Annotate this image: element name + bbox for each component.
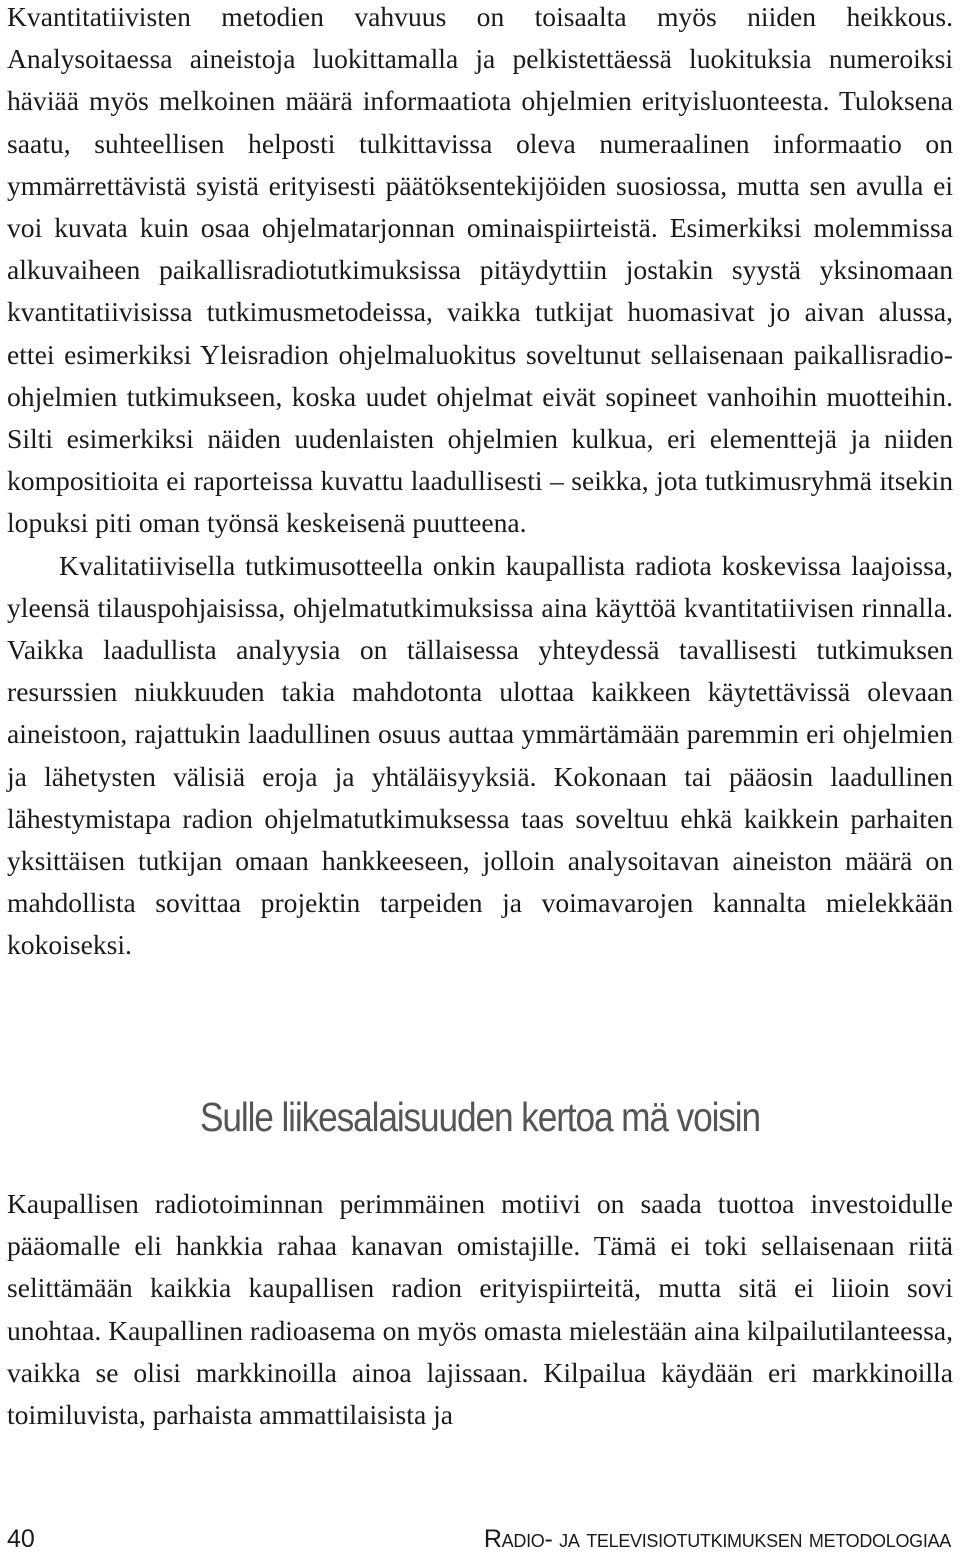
page-number: 40 (7, 1525, 35, 1553)
running-title: Radio- ja televisiotutkimuksen metodologiaa (483, 1525, 951, 1553)
paragraph-commercial-radio: Kaupallisen radiotoiminnan perimmäinen motiivi on saada tuottoa investoidulle pääomalle eli hankkia rahaa kanavan omistajille. Tämä ei toki sellaisenaan riitä selittämään kaikkia kaupallisen radion erityispiirteitä, mutta sitä ei liioin sovi unohtaa. Kaupallinen radioasema on myös omasta mielestään aina kilpailutilanteessa, vaikka se olisi markkinoilla ainoa lajissaan. Kilpailua käydään eri markkinoilla toimiluvista, parhaista ammattilaisista ja (7, 1188, 953, 1431)
paragraph-qualitative-approach: Kvalitatiivisella tutkimusotteella onkin kaupallista radiota koskevissa laajoissa, yleensä tilauspohjaisissa, ohjelmatutkimuksissa aina käyttöä kvantitatiivisen rinnalla. Vaikka laadullista analyysia on tällaisessa yhteydessä tavallisesti tutkimuksen resurssien niukkuuden takia mahdotonta ulottaa kaikkeen käytettävissä olevaan aineistoon, rajattukin laadullinen osuus auttaa ymmärtämään paremmin eri ohjelmien ja lähetysten välisiä eroja ja yhtäläisyyksiä. Kokonaan tai pääosin laadullinen lähestymistapa radion ohjelmatutkimuksessa taas soveltuu ehkä kaikkein parhaiten yksittäisen tutkijan omaan hankkeeseen, jolloin analysoitavan aineiston määrä on mahdollista sovittaa projektin tarpeiden ja voimavarojen kannalta mielekkään kokoiseksi. (7, 549, 953, 961)
body-text-top (7, 0, 953, 967)
section-heading: Sulle liikesalaisuuden kertoa mä voisin (199, 1094, 761, 1140)
paragraph-quantitative-methods: Kvantitatiivisten metodien vahvuus on toisaalta myös niiden heikkous. Analysoitaessa aineistoja luokittamalla ja pelkistettäessä luokituksia numeroiksi häviää myös melkoinen määrä informaatiota ohjelmien erityisluonteesta. Tuloksena saatu, suhteellisen helposti tulkittavissa oleva numeraalinen informaatio on ymmärrettävistä syistä erityisesti päätöksentekijöiden suosiossa, mutta sen avulla ei voi kuvata kuin osaa ohjelmatarjonnan ominaispiirteistä. Esimerkiksi molemmissa alkuvaiheen paikallisradiotutkimuksissa pitäydyttiin jostakin syystä yksinomaan kvantitatiivisissa tutkimusmetodeissa, vaikka tutkijat huomasivat jo aivan alussa, ettei esimerkiksi Yleisradion ohjelmaluokitus soveltunut sellaisenaan paikallisradio-ohjelmien tutkimukseen, koska uudet ohjelmat eivät sopineet vanhoihin muotteihin. Silti esimerkiksi näiden uudenlaisten ohjelmien kulkua, eri elementtejä ja niiden kompositioita ei raporteissa kuvattu laadullisesti – seikka, jota tutkimusryhmä itsekin lopuksi piti oman työnsä keskeisenä puutteena. (7, 1, 953, 539)
